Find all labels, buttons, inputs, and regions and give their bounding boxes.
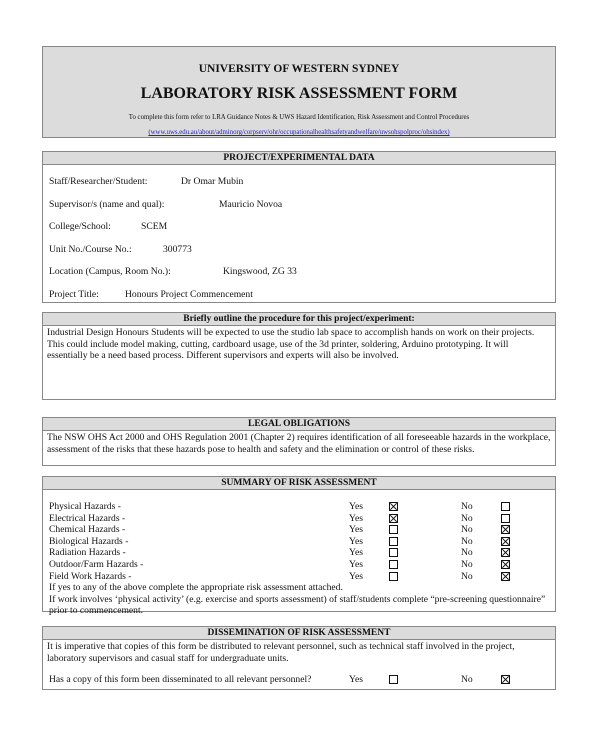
no-checkbox[interactable] (501, 537, 510, 546)
no-checkbox[interactable] (501, 548, 510, 557)
project-field (49, 243, 192, 255)
field-label: Staff/Researcher/Student: (49, 176, 148, 187)
legal-section (42, 417, 556, 466)
hazard-label: Physical Hazards - (49, 501, 121, 512)
no-label: No (461, 570, 473, 582)
hazard-label: Radiation Hazards - (49, 547, 126, 559)
section-heading: Briefly outline the procedure for this project/experiment: (43, 313, 555, 326)
note-physical-activity: If work involves ‘physical activity’ (e.g. exercise and sports assessment) of staff/students complete “pre-screening questionnaire” prior to commencement. (49, 593, 546, 616)
form-title: LABORATORY RISK ASSESSMENT FORM (140, 85, 458, 102)
section-heading: PROJECT/EXPERIMENTAL DATA (43, 152, 555, 165)
procedure-section (42, 312, 556, 400)
form-header (42, 46, 556, 138)
no-label: No (461, 547, 473, 559)
yes-label: Yes (349, 535, 363, 547)
field-value[interactable]: Honours Project Commencement (125, 288, 253, 300)
hazard-label: Biological Hazards - (49, 535, 129, 547)
project-field (49, 288, 253, 300)
university-name: UNIVERSITY OF WESTERN SYDNEY (198, 63, 400, 75)
field-label: Location (Campus, Room No.): (49, 266, 171, 277)
field-value[interactable]: SCEM (141, 221, 168, 232)
section-heading: SUMMARY OF RISK ASSESSMENT (43, 477, 555, 490)
hazard-label: Chemical Hazards - (49, 524, 126, 536)
no-checkbox[interactable] (501, 514, 510, 523)
hazard-row (49, 536, 555, 548)
hazard-row (49, 559, 555, 571)
project-field (49, 221, 168, 232)
field-label: Project Title: (49, 288, 99, 300)
no-label: No (461, 559, 473, 570)
field-value[interactable]: Mauricio Novoa (219, 198, 283, 210)
yes-label: Yes (349, 570, 363, 582)
hazard-label: Field Work Hazards - (49, 570, 132, 582)
section-heading: DISSEMINATION OF RISK ASSESSMENT (43, 627, 555, 640)
summary-notes (45, 581, 555, 618)
yes-label: Yes (349, 547, 363, 559)
project-section (42, 151, 556, 303)
yes-checkbox[interactable] (389, 525, 398, 534)
no-checkbox[interactable] (501, 675, 510, 684)
guidance-note: To complete this form refer to LRA Guidance Notes & UWS Hazard Identification, Risk Assessment and Control Procedures (128, 114, 470, 121)
no-label: No (461, 535, 473, 547)
no-label: No (461, 524, 473, 536)
no-label: No (461, 674, 473, 685)
field-value[interactable]: Dr Omar Mubin (181, 176, 244, 187)
no-label: No (461, 512, 473, 524)
field-value[interactable]: Kingswood, ZG 33 (223, 266, 297, 277)
hazard-row (49, 547, 555, 559)
field-label: Unit No./Course No.: (49, 243, 132, 255)
summary-section (42, 476, 556, 616)
no-label: No (461, 501, 473, 512)
project-field (49, 266, 297, 277)
project-field (49, 198, 283, 210)
field-label: College/School: (49, 221, 111, 232)
yes-checkbox[interactable] (389, 514, 398, 523)
yes-checkbox[interactable] (389, 502, 398, 511)
yes-label: Yes (349, 524, 363, 536)
yes-label: Yes (349, 559, 363, 570)
yes-checkbox[interactable] (389, 537, 398, 546)
no-checkbox[interactable] (501, 502, 510, 511)
guidance-link[interactable]: (www.uws.edu.au/about/adminorg/corpserv/ohr/occupationalhealthsafetyandwelfare/uwsohspolproc/ohsindex) (148, 129, 450, 136)
hazard-row (49, 524, 555, 536)
yes-label: Yes (349, 501, 363, 512)
yes-label: Yes (349, 674, 363, 685)
project-field (49, 176, 244, 187)
hazard-label: Electrical Hazards - (49, 512, 126, 524)
note-risk-assessment: If yes to any of the above complete the appropriate risk assessment attached. (49, 582, 343, 593)
procedure-text[interactable]: Industrial Design Honours Students will be expected to use the studio lab space to accomplish hands on work on their projects. This could include model making, cutting, cardboard usage, use of the 3d printer, soldering, Arduino prototyping. It will essentially be a need based process. Different supervisors and experts will also be involved. (47, 327, 535, 361)
dissemination-text: It is imperative that copies of this form be distributed to relevant personnel, such as technical staff involved in the project, laboratory supervisors and casual staff for undergraduate units. (47, 641, 515, 664)
yes-checkbox[interactable] (389, 675, 398, 684)
no-checkbox[interactable] (501, 572, 510, 581)
dissemination-section (42, 626, 556, 690)
yes-checkbox[interactable] (389, 572, 398, 581)
no-checkbox[interactable] (501, 525, 510, 534)
yes-checkbox[interactable] (389, 548, 398, 557)
field-label: Supervisor/s (name and qual): (49, 198, 165, 210)
question-label: Has a copy of this form been disseminated to all relevant personnel? (49, 674, 312, 685)
dissemination-question-row (49, 674, 555, 686)
hazard-label: Outdoor/Farm Hazards - (49, 559, 144, 570)
legal-text: The NSW OHS Act 2000 and OHS Regulation 2001 (Chapter 2) requires identification of all foreseeable hazards in the workplace, assessment of the risks that these hazards pose to health and safety and the elimination or control of these risks. (47, 432, 551, 455)
yes-label: Yes (349, 512, 363, 524)
yes-checkbox[interactable] (389, 560, 398, 569)
hazard-row (49, 513, 555, 525)
section-heading: LEGAL OBLIGATIONS (43, 418, 555, 431)
no-checkbox[interactable] (501, 560, 510, 569)
field-value[interactable]: 300773 (163, 243, 192, 255)
hazard-row (49, 501, 555, 513)
